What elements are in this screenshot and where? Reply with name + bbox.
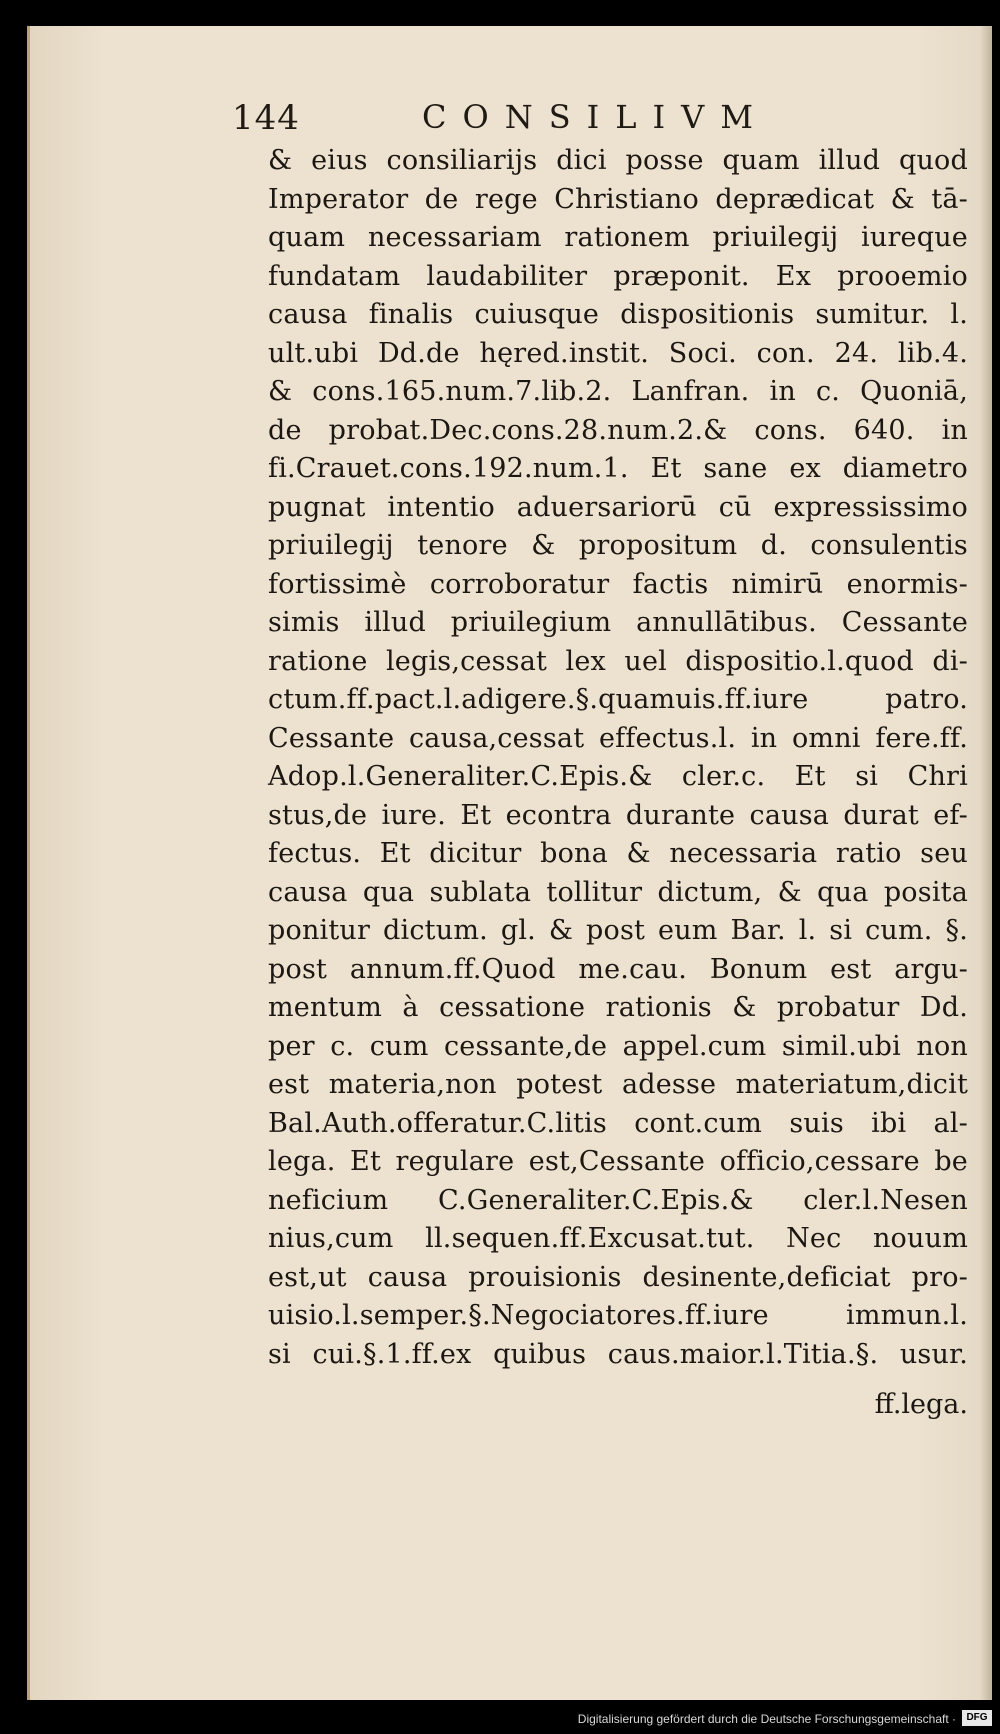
text-line: Adop.l.Generaliter.C.Epis.& cler.c. Et si Chri (268, 761, 968, 792)
text-line: lega. Et regulare est,Cessante officio,cessare be (268, 1146, 968, 1177)
text-line: fectus. Et dicitur bona & necessaria ratio seu (268, 838, 968, 869)
text-line: stus,de iure. Et econtra durante causa durat ef- (268, 799, 968, 831)
running-title: CONSILIVM (422, 98, 770, 136)
text-line: Bal.Auth.offeratur.C.litis cont.cum suis ibi al- (268, 1107, 968, 1139)
text-line: per c. cum cessante,de appel.cum simil.ubi non (268, 1030, 968, 1062)
text-line: est materia,non potest adesse materiatum,dicit (268, 1069, 968, 1100)
body-text (268, 142, 968, 1374)
dfg-logo-icon: DFG (962, 1710, 992, 1726)
digitization-credit: Digitalisierung gefördert durch die Deutsche Forschungsgemeinschaft · (577, 1712, 956, 1726)
text-line: fortissimè corroboratur factis nimirū enormis- (268, 568, 968, 600)
text-line: & eius consiliarijs dici posse quam illud quod (268, 145, 968, 176)
text-line: post annum.ff.Quod me.cau. Bonum est argu- (268, 953, 968, 985)
page-number: 144 (232, 98, 300, 138)
text-line: pugnat intentio aduersariorū cū expressissimo (268, 491, 968, 523)
page-header (232, 98, 972, 144)
text-line: fi.Crauet.cons.192.num.1. Et sane ex diametro (268, 453, 968, 484)
text-line: nius,cum ll.sequen.ff.Excusat.tut. Nec nouum (268, 1223, 968, 1254)
text-line: Cessante causa,cessat effectus.l. in omni fere.ff. (268, 722, 968, 754)
text-line: Imperator de rege Christiano deprædicat & tā- (268, 183, 968, 215)
text-line: causa finalis cuiusque dispositionis sumitur. l. (268, 299, 968, 330)
text-line: simis illud priuilegium annullātibus. Cessante (268, 607, 968, 638)
text-line: priuilegij tenore & propositum d. consulentis (268, 530, 968, 561)
text-line: quam necessariam rationem priuilegij iureque (268, 222, 968, 253)
text-line: uisio.l.semper.§.Negociatores.ff.iure immun.l. (268, 1300, 968, 1331)
text-line: ponitur dictum. gl. & post eum Bar. l. si cum. §. (268, 915, 968, 946)
text-line: si cui.§.1.ff.ex quibus caus.maior.l.Titia.§. usur. (268, 1338, 968, 1370)
text-line: & cons.165.num.7.lib.2. Lanfran. in c. Quoniā, (268, 376, 968, 407)
text-line: ratione legis,cessat lex uel dispositio.l.quod di- (268, 645, 968, 677)
text-line: neficium C.Generaliter.C.Epis.& cler.l.Nesen (268, 1184, 968, 1216)
text-line: de probat.Dec.cons.28.num.2.& cons. 640. in (268, 414, 968, 446)
text-line: est,ut causa prouisionis desinente,deficiat pro- (268, 1261, 968, 1293)
page-gutter-shadow (980, 26, 992, 1700)
text-line: mentum à cessatione rationis & probatur Dd. (268, 992, 968, 1023)
text-line: causa qua sublata tollitur dictum, & qua posita (268, 876, 968, 908)
text-line: ult.ubi Dd.de hęred.instit. Soci. con. 24. lib.4. (268, 337, 968, 369)
text-line: fundatam laudabiliter præponit. Ex prooemio (268, 260, 968, 292)
text-line: ctum.ff.pact.l.adigere.§.quamuis.ff.iure patro. (268, 684, 968, 715)
catchword: ff.lega. (874, 1389, 968, 1420)
